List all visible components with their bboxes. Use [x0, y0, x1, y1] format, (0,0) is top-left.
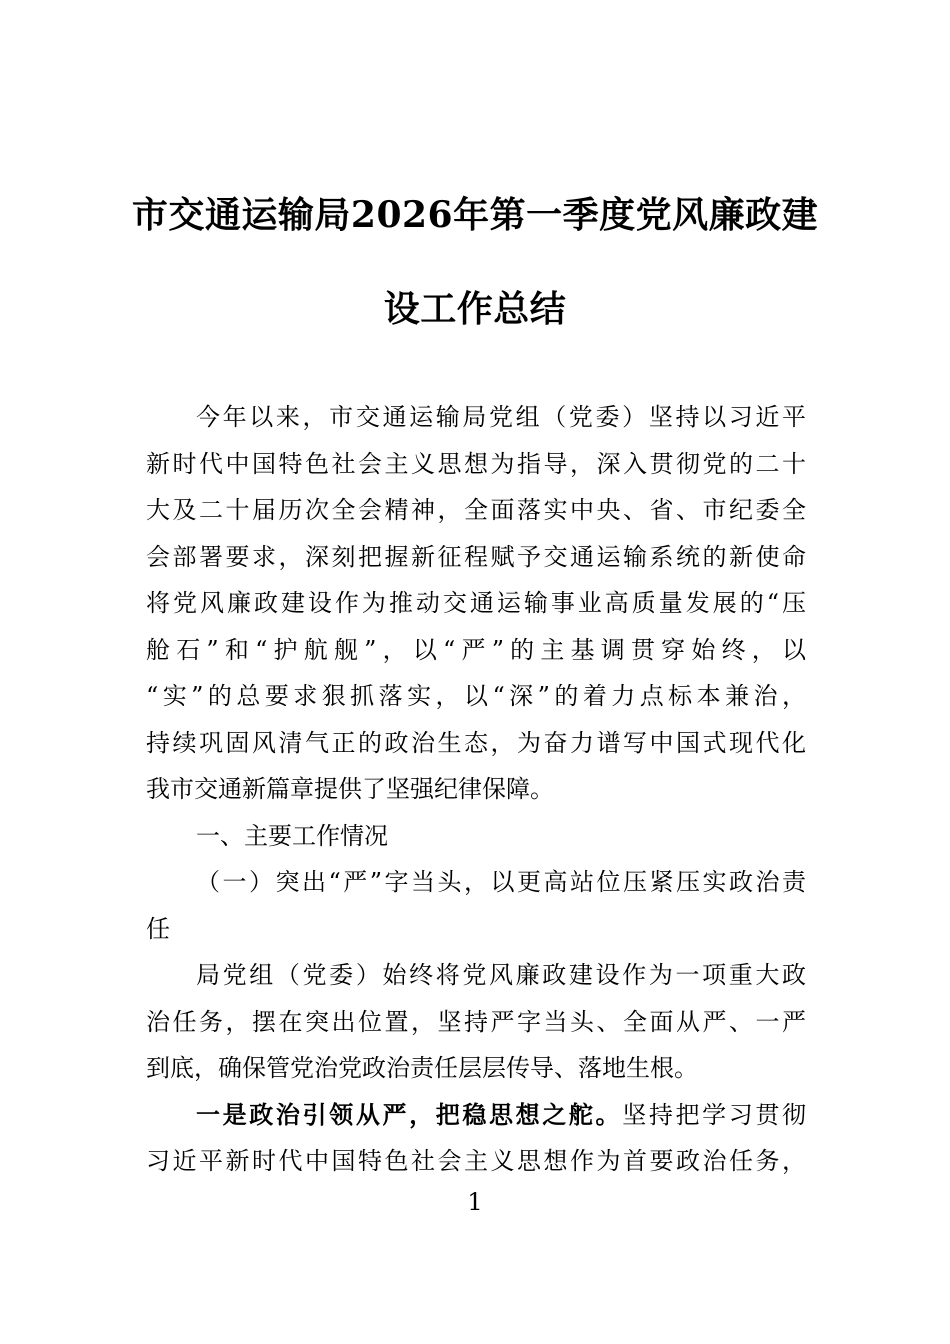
intro-line-1: 今年以来，市交通运输局党组（党委）坚持以习近平	[196, 403, 806, 431]
title-line-1: 市交通运输局2026年第一季度党风廉政建	[131, 194, 819, 236]
subsection-para-line-3: 到底，确保管党治党政治责任层层传导、落地生根。	[146, 1054, 698, 1082]
intro-line-7: “实”的总要求狠抓落实，以“深”的着力点标本兼治，	[146, 682, 806, 710]
document-body	[146, 394, 806, 1185]
point-1-line-2: 习近平新时代中国特色社会主义思想作为首要政治任务，	[146, 1147, 806, 1175]
page-number: 1	[467, 1188, 483, 1216]
subsection-heading-line-2: 任	[146, 914, 170, 943]
intro-line-5: 将党风廉政建设作为推动交通运输事业高质量发展的“压	[146, 589, 806, 617]
intro-line-9: 我市交通新篇章提供了坚强纪律保障。	[146, 775, 554, 803]
intro-line-4: 会部署要求，深刻把握新征程赋予交通运输系统的新使命	[146, 542, 806, 571]
document-title	[120, 168, 830, 356]
subsection-heading-line-1: （一）突出“严”字当头，以更高站位压紧压实政治责	[196, 868, 806, 896]
point-1-lead: 一是政治引领从严，把稳思想之舵。	[196, 1099, 623, 1129]
point-1-line-1	[146, 1092, 806, 1139]
intro-line-6: 舱石”和“护航舰”，以“严”的主基调贯穿始终，以	[146, 635, 806, 664]
point-1-text: 坚持把学习贯彻	[622, 1100, 806, 1129]
section-heading: 一、主要工作情况	[196, 821, 388, 850]
intro-line-8: 持续巩固风清气正的政治生态，为奋力谱写中国式现代化	[146, 728, 806, 757]
subsection-para-line-1: 局党组（党委）始终将党风廉政建设作为一项重大政	[196, 961, 806, 989]
title-line-2: 设工作总结	[383, 288, 567, 330]
intro-line-3: 大及二十届历次全会精神，全面落实中央、省、市纪委全	[146, 496, 806, 524]
intro-line-2: 新时代中国特色社会主义思想为指导，深入贯彻党的二十	[146, 449, 806, 478]
subsection-para-line-2: 治任务，摆在突出位置，坚持严字当头、全面从严、一严	[146, 1007, 806, 1036]
